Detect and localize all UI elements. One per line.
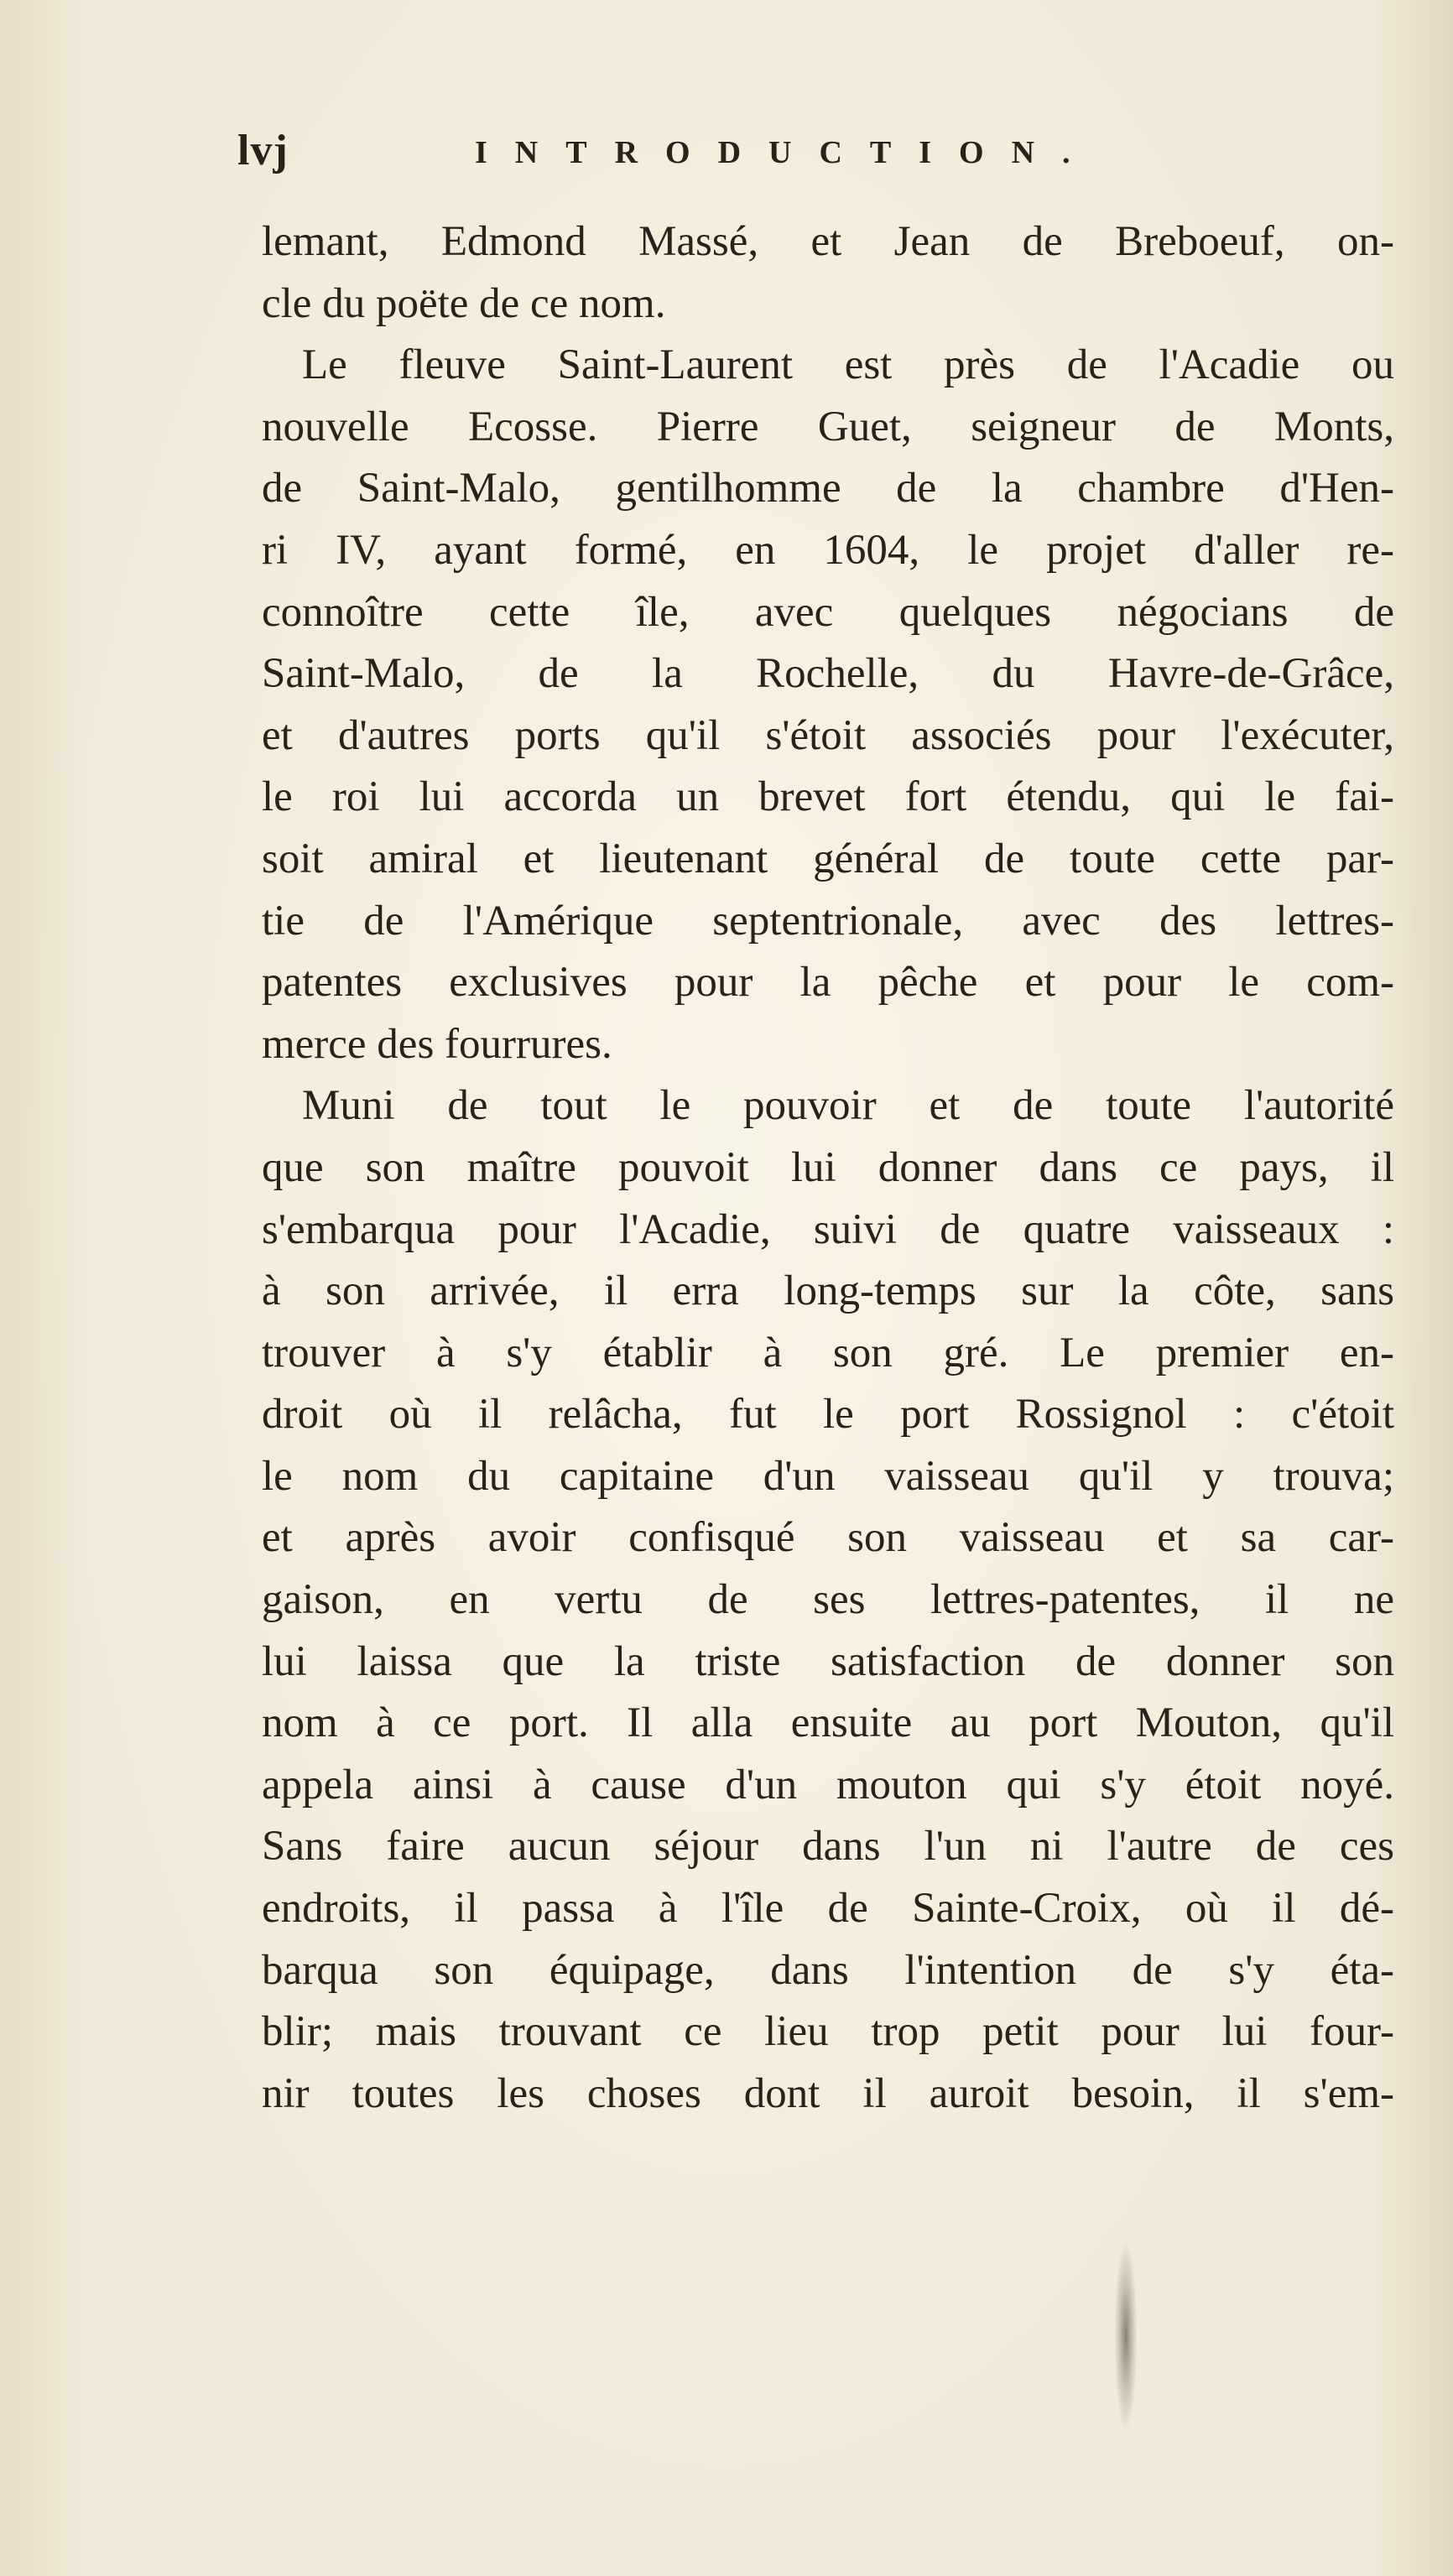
text-line: lui laissa que la triste satisfaction de donner son <box>262 1637 1394 1685</box>
text-line: gaison, en vertu de ses lettres-patentes, il ne <box>262 1576 1394 1624</box>
text-line: patentes exclusives pour la pêche et pour le com- <box>262 959 1394 1007</box>
text-line: Le fleuve Saint-Laurent est près de l'Acadie ou <box>302 341 1394 389</box>
text-line: le roi lui accorda un brevet fort étendu, qui le fai- <box>262 773 1394 821</box>
text-line: et d'autres ports qu'il s'étoit associés pour l'exécuter, <box>262 711 1394 759</box>
text-line: merce des fourrures. <box>262 1020 612 1068</box>
page-header <box>237 126 1395 185</box>
text-line: Saint-Malo, de la Rochelle, du Havre-de-Grâce, <box>262 650 1394 698</box>
text-line: Sans faire aucun séjour dans l'un ni l'autre de ces <box>262 1823 1394 1871</box>
text-line: le nom du capitaine d'un vaisseau qu'il y trouva; <box>262 1452 1394 1500</box>
body-text <box>262 211 1394 2125</box>
text-line: droit où il relâcha, fut le port Rossignol : c'étoit <box>262 1391 1394 1439</box>
text-line: endroits, il passa à l'île de Sainte-Croix, où il dé- <box>262 1885 1394 1933</box>
text-line: s'embarqua pour l'Acadie, suivi de quatre vaisseaux : <box>262 1205 1394 1253</box>
text-line: nom à ce port. Il alla ensuite au port Mouton, qu'il <box>262 1699 1394 1747</box>
text-line: lemant, Edmond Massé, et Jean de Breboeuf, on- <box>262 218 1394 265</box>
text-line: et après avoir confisqué son vaisseau et sa car- <box>262 1514 1394 1562</box>
page-number: lvj <box>237 127 289 174</box>
text-line: tie de l'Amérique septentrionale, avec des lettres- <box>262 897 1394 945</box>
text-line: nir toutes les choses dont il auroit besoin, il s'em- <box>262 2069 1394 2117</box>
text-line: appela ainsi à cause d'un mouton qui s'y étoit noyé. <box>262 1761 1394 1808</box>
ink-smudge <box>1114 2240 1138 2433</box>
text-line: trouver à s'y établir à son gré. Le premier en- <box>262 1329 1394 1376</box>
text-line: blir; mais trouvant ce lieu trop petit pour lui four- <box>262 2008 1394 2056</box>
running-head: INTRODUCTION. <box>475 135 1098 170</box>
text-line: soit amiral et lieutenant général de toute cette par- <box>262 835 1394 882</box>
text-line: nouvelle Ecosse. Pierre Guet, seigneur de Monts, <box>262 403 1394 450</box>
text-line: cle du poëte de ce nom. <box>262 279 666 327</box>
text-line: ri IV, ayant formé, en 1604, le projet d'aller re- <box>262 526 1394 574</box>
text-line: que son maître pouvoit lui donner dans ce pays, il <box>262 1143 1394 1191</box>
text-line: de Saint-Malo, gentilhomme de la chambre d'Hen- <box>262 465 1394 513</box>
text-line: à son arrivée, il erra long-temps sur la côte, sans <box>262 1267 1394 1315</box>
text-line: Muni de tout le pouvoir et de toute l'autorité <box>302 1082 1394 1130</box>
text-line: barqua son équipage, dans l'intention de s'y éta- <box>262 1946 1394 1994</box>
text-line: connoître cette île, avec quelques négocians de <box>262 588 1394 636</box>
